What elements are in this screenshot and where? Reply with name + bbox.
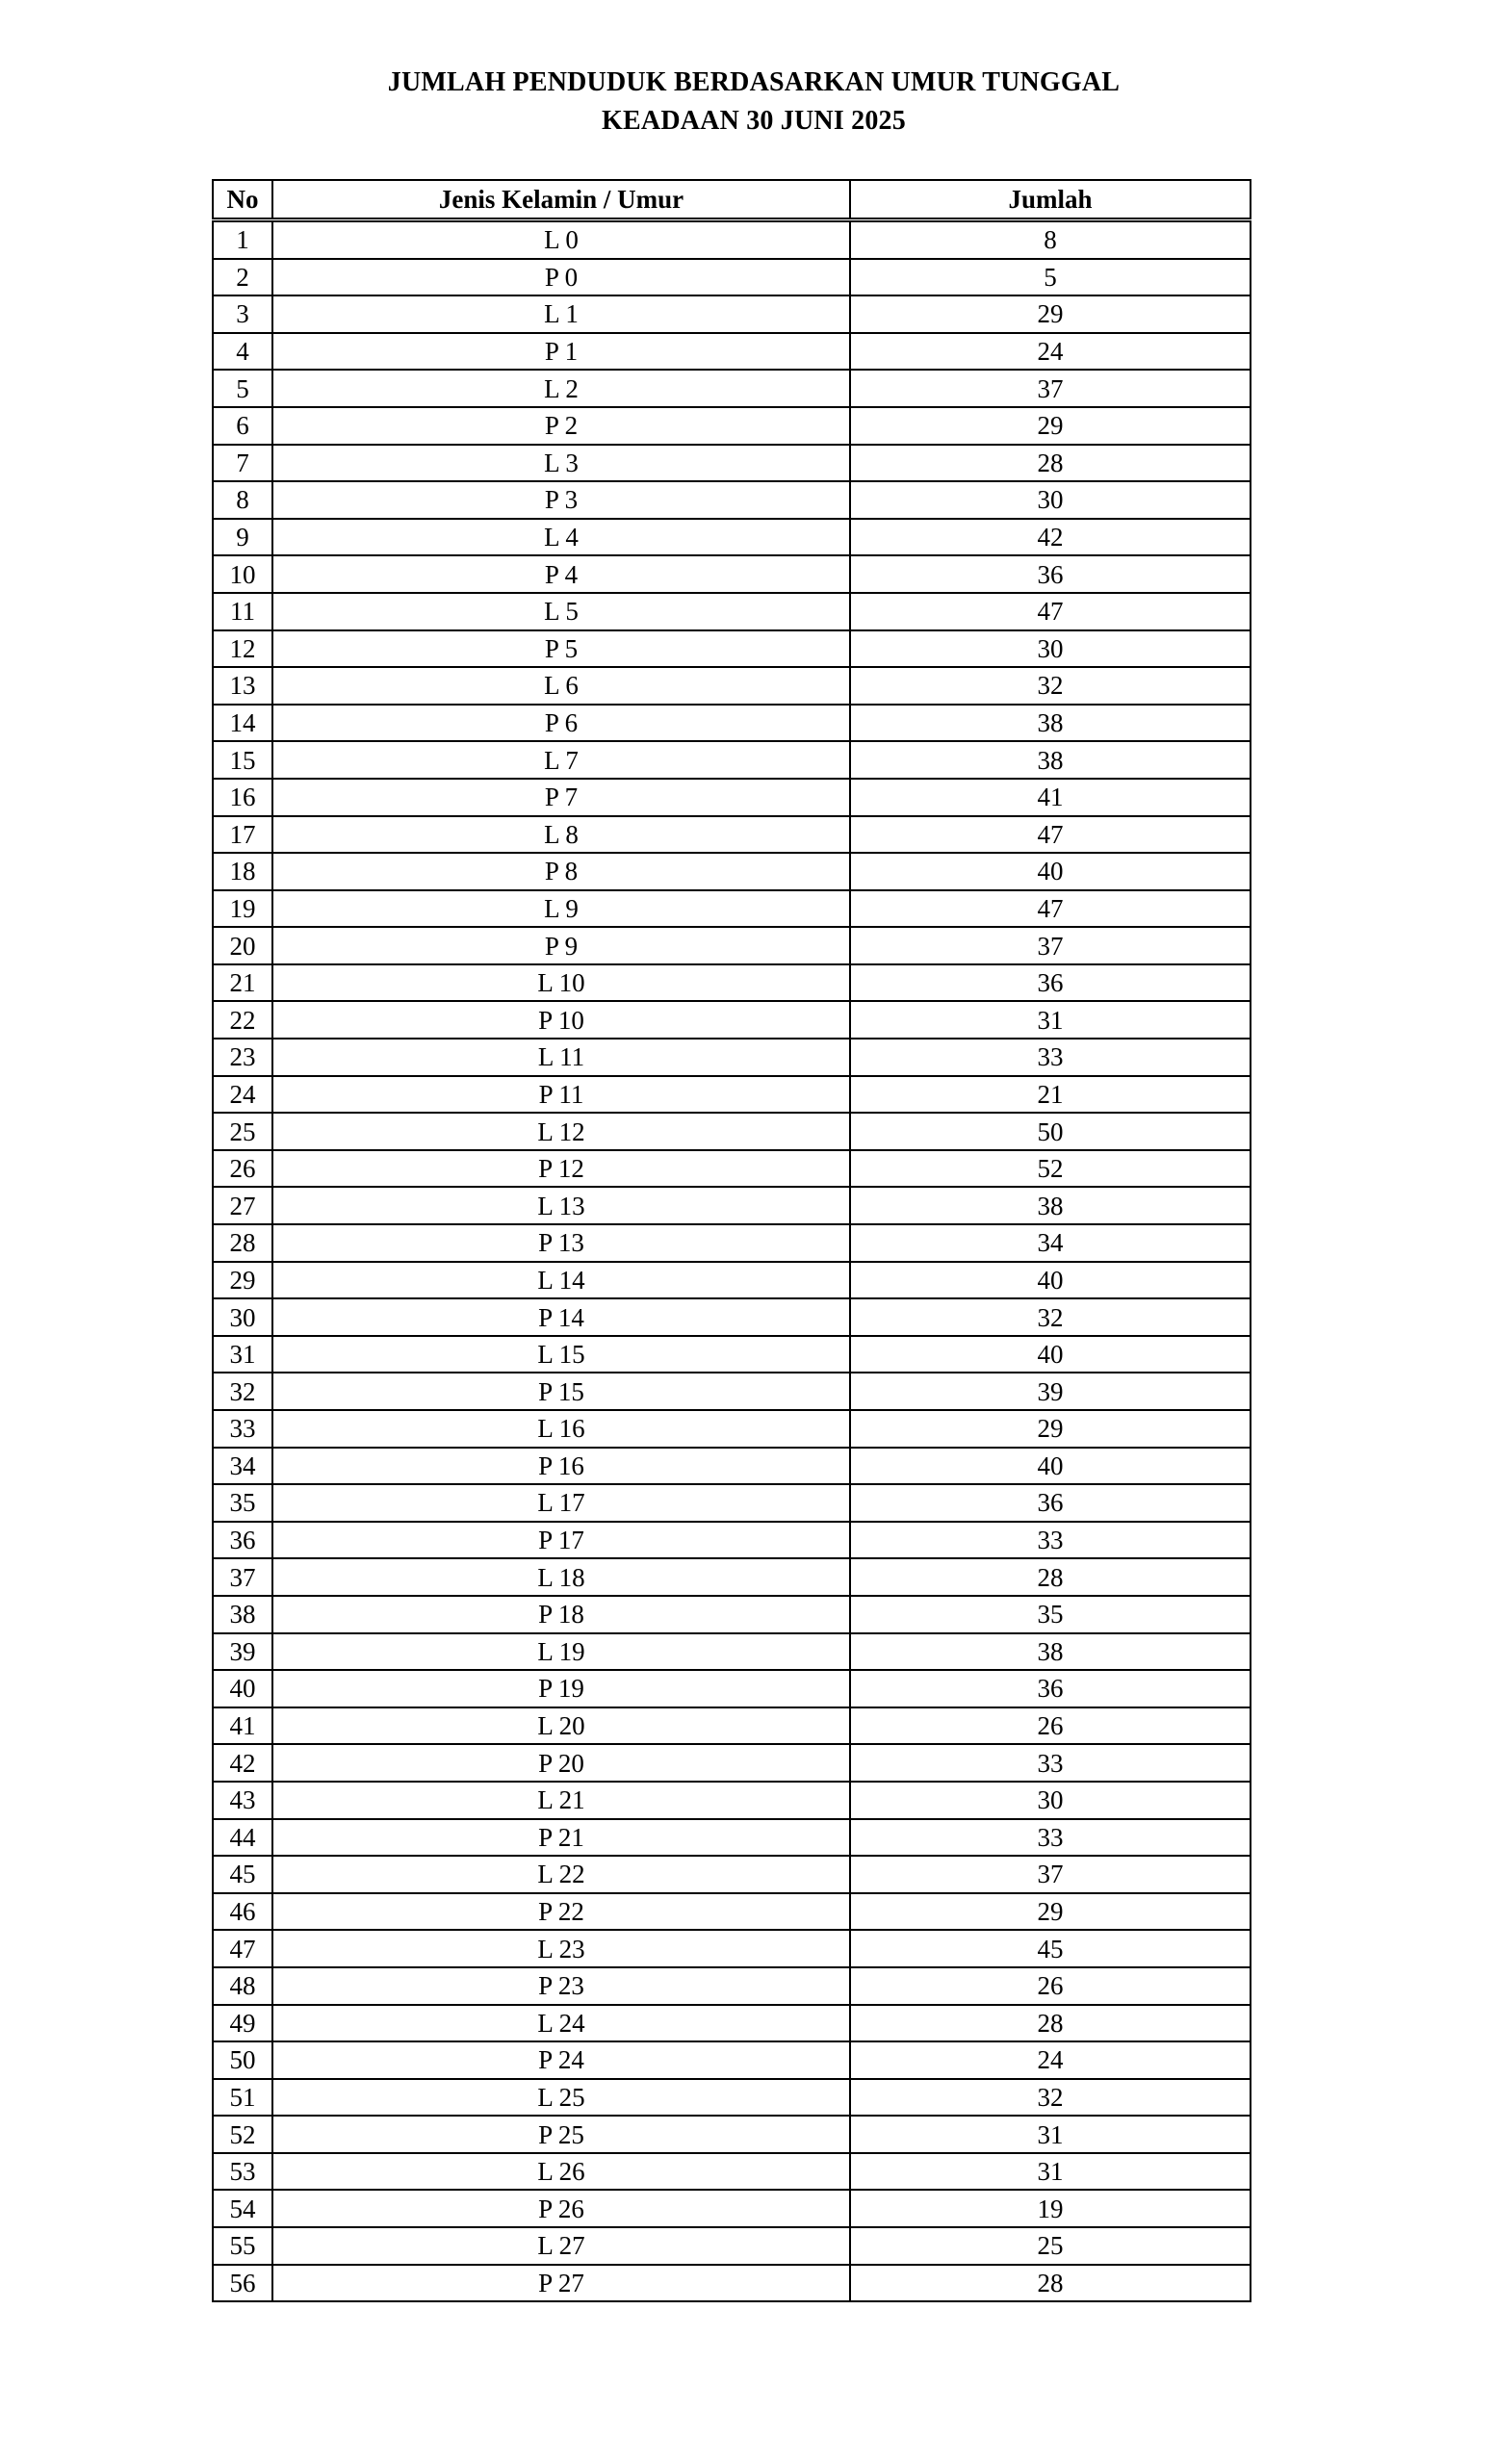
cell-no: 36: [213, 1522, 272, 1559]
table-row: [213, 2153, 1251, 2191]
cell-jumlah: 38: [850, 741, 1251, 779]
cell-jenis-kelamin-umur: P 26: [272, 2190, 850, 2227]
cell-jenis-kelamin-umur: P 1: [272, 333, 850, 371]
cell-jumlah: 24: [850, 2041, 1251, 2079]
cell-jumlah: 30: [850, 630, 1251, 668]
cell-jumlah: 21: [850, 1076, 1251, 1114]
cell-jenis-kelamin-umur: P 14: [272, 1298, 850, 1336]
table-row: [213, 1819, 1251, 1857]
table-row: [213, 333, 1251, 371]
table-row: [213, 2265, 1251, 2302]
cell-jumlah: 28: [850, 2265, 1251, 2302]
cell-jumlah: 37: [850, 1856, 1251, 1893]
table-row: [213, 1967, 1251, 2005]
cell-jumlah: 37: [850, 927, 1251, 964]
table-header-row: [213, 180, 1251, 220]
cell-no: 25: [213, 1113, 272, 1150]
cell-jumlah: 36: [850, 964, 1251, 1002]
cell-no: 18: [213, 853, 272, 890]
cell-no: 35: [213, 1484, 272, 1522]
table-row: [213, 1298, 1251, 1336]
cell-no: 55: [213, 2227, 272, 2265]
cell-jenis-kelamin-umur: L 27: [272, 2227, 850, 2265]
cell-jenis-kelamin-umur: P 5: [272, 630, 850, 668]
cell-jenis-kelamin-umur: L 2: [272, 370, 850, 407]
cell-jenis-kelamin-umur: L 23: [272, 1930, 850, 1967]
table-row: [213, 1893, 1251, 1931]
table-row: [213, 1670, 1251, 1707]
cell-jumlah: 29: [850, 295, 1251, 333]
cell-jumlah: 38: [850, 705, 1251, 742]
cell-jenis-kelamin-umur: L 12: [272, 1113, 850, 1150]
table-row: [213, 1522, 1251, 1559]
cell-no: 54: [213, 2190, 272, 2227]
cell-no: 4: [213, 333, 272, 371]
cell-jenis-kelamin-umur: L 6: [272, 667, 850, 705]
cell-jumlah: 24: [850, 333, 1251, 371]
cell-no: 39: [213, 1633, 272, 1671]
table-row: [213, 630, 1251, 668]
table-row: [213, 407, 1251, 445]
cell-no: 19: [213, 890, 272, 928]
table-row: [213, 519, 1251, 556]
cell-jumlah: 31: [850, 2116, 1251, 2153]
cell-jenis-kelamin-umur: L 21: [272, 1782, 850, 1819]
cell-jenis-kelamin-umur: L 24: [272, 2005, 850, 2042]
cell-jenis-kelamin-umur: P 11: [272, 1076, 850, 1114]
cell-no: 53: [213, 2153, 272, 2191]
cell-no: 7: [213, 445, 272, 482]
cell-jumlah: 29: [850, 1893, 1251, 1931]
cell-jenis-kelamin-umur: L 14: [272, 1262, 850, 1299]
header-jenis-kelamin-umur: Jenis Kelamin / Umur: [272, 180, 850, 220]
cell-jumlah: 19: [850, 2190, 1251, 2227]
cell-no: 47: [213, 1930, 272, 1967]
cell-no: 32: [213, 1373, 272, 1410]
table-row: [213, 2079, 1251, 2117]
cell-jumlah: 29: [850, 407, 1251, 445]
cell-jumlah: 40: [850, 1336, 1251, 1373]
cell-jenis-kelamin-umur: L 5: [272, 593, 850, 630]
table-row: [213, 1744, 1251, 1782]
cell-jenis-kelamin-umur: P 22: [272, 1893, 850, 1931]
table-row: [213, 667, 1251, 705]
cell-jenis-kelamin-umur: L 4: [272, 519, 850, 556]
cell-jenis-kelamin-umur: P 15: [272, 1373, 850, 1410]
table-row: [213, 259, 1251, 296]
table-row: [213, 1336, 1251, 1373]
table-row: [213, 2190, 1251, 2227]
cell-jumlah: 45: [850, 1930, 1251, 1967]
cell-jenis-kelamin-umur: L 15: [272, 1336, 850, 1373]
cell-jumlah: 42: [850, 519, 1251, 556]
table-row: [213, 1558, 1251, 1596]
cell-no: 29: [213, 1262, 272, 1299]
table-row: [213, 1633, 1251, 1671]
table-row: [213, 1150, 1251, 1188]
table-row: [213, 1484, 1251, 1522]
cell-jumlah: 34: [850, 1224, 1251, 1262]
cell-jenis-kelamin-umur: P 7: [272, 779, 850, 816]
cell-no: 42: [213, 1744, 272, 1782]
cell-jumlah: 33: [850, 1522, 1251, 1559]
cell-jenis-kelamin-umur: P 8: [272, 853, 850, 890]
cell-no: 22: [213, 1001, 272, 1039]
cell-no: 20: [213, 927, 272, 964]
cell-jumlah: 32: [850, 667, 1251, 705]
cell-no: 56: [213, 2265, 272, 2302]
table-row: [213, 741, 1251, 779]
population-table: [212, 179, 1251, 2302]
table-row: [213, 1224, 1251, 1262]
cell-jumlah: 50: [850, 1113, 1251, 1150]
table-body: [213, 220, 1251, 2302]
cell-jumlah: 33: [850, 1744, 1251, 1782]
cell-jumlah: 31: [850, 2153, 1251, 2191]
cell-no: 13: [213, 667, 272, 705]
table-row: [213, 2116, 1251, 2153]
cell-no: 12: [213, 630, 272, 668]
table-row: [213, 1596, 1251, 1633]
cell-jenis-kelamin-umur: L 26: [272, 2153, 850, 2191]
cell-no: 27: [213, 1187, 272, 1224]
cell-jenis-kelamin-umur: L 20: [272, 1707, 850, 1745]
cell-no: 37: [213, 1558, 272, 1596]
cell-jenis-kelamin-umur: P 27: [272, 2265, 850, 2302]
table-row: [213, 1707, 1251, 1745]
cell-jumlah: 5: [850, 259, 1251, 296]
cell-no: 52: [213, 2116, 272, 2153]
cell-jumlah: 32: [850, 2079, 1251, 2117]
table-row: [213, 1039, 1251, 1076]
cell-jumlah: 36: [850, 555, 1251, 593]
cell-no: 50: [213, 2041, 272, 2079]
cell-no: 21: [213, 964, 272, 1002]
cell-jumlah: 36: [850, 1484, 1251, 1522]
cell-jenis-kelamin-umur: L 17: [272, 1484, 850, 1522]
cell-jumlah: 40: [850, 1448, 1251, 1485]
cell-no: 9: [213, 519, 272, 556]
cell-jenis-kelamin-umur: L 11: [272, 1039, 850, 1076]
cell-no: 46: [213, 1893, 272, 1931]
cell-no: 31: [213, 1336, 272, 1373]
cell-jumlah: 28: [850, 2005, 1251, 2042]
cell-no: 23: [213, 1039, 272, 1076]
cell-jenis-kelamin-umur: P 21: [272, 1819, 850, 1857]
cell-jenis-kelamin-umur: P 0: [272, 259, 850, 296]
cell-no: 3: [213, 295, 272, 333]
cell-jenis-kelamin-umur: L 16: [272, 1410, 850, 1448]
cell-jumlah: 28: [850, 445, 1251, 482]
cell-jumlah: 29: [850, 1410, 1251, 1448]
cell-jumlah: 52: [850, 1150, 1251, 1188]
cell-no: 49: [213, 2005, 272, 2042]
cell-no: 34: [213, 1448, 272, 1485]
cell-jenis-kelamin-umur: P 6: [272, 705, 850, 742]
cell-no: 30: [213, 1298, 272, 1336]
table-row: [213, 927, 1251, 964]
cell-no: 40: [213, 1670, 272, 1707]
cell-no: 44: [213, 1819, 272, 1857]
table-row: [213, 555, 1251, 593]
cell-jumlah: 33: [850, 1819, 1251, 1857]
table-row: [213, 1782, 1251, 1819]
cell-no: 48: [213, 1967, 272, 2005]
cell-no: 26: [213, 1150, 272, 1188]
cell-jenis-kelamin-umur: L 7: [272, 741, 850, 779]
cell-jenis-kelamin-umur: P 23: [272, 1967, 850, 2005]
cell-no: 38: [213, 1596, 272, 1633]
header-jumlah: Jumlah: [850, 180, 1251, 220]
table-row: [213, 1187, 1251, 1224]
table-row: [213, 705, 1251, 742]
cell-jenis-kelamin-umur: L 1: [272, 295, 850, 333]
cell-no: 24: [213, 1076, 272, 1114]
table-row: [213, 853, 1251, 890]
cell-no: 17: [213, 816, 272, 854]
cell-jenis-kelamin-umur: L 19: [272, 1633, 850, 1671]
table-row: [213, 1373, 1251, 1410]
cell-jenis-kelamin-umur: L 22: [272, 1856, 850, 1893]
cell-jenis-kelamin-umur: L 3: [272, 445, 850, 482]
table-row: [213, 816, 1251, 854]
cell-no: 11: [213, 593, 272, 630]
cell-jumlah: 35: [850, 1596, 1251, 1633]
cell-jumlah: 39: [850, 1373, 1251, 1410]
table-row: [213, 890, 1251, 928]
table-row: [213, 295, 1251, 333]
table-row: [213, 1001, 1251, 1039]
cell-jenis-kelamin-umur: L 8: [272, 816, 850, 854]
table-row: [213, 1076, 1251, 1114]
cell-jumlah: 8: [850, 220, 1251, 259]
cell-jumlah: 28: [850, 1558, 1251, 1596]
cell-jenis-kelamin-umur: P 24: [272, 2041, 850, 2079]
cell-jumlah: 25: [850, 2227, 1251, 2265]
cell-jumlah: 32: [850, 1298, 1251, 1336]
cell-jenis-kelamin-umur: L 10: [272, 964, 850, 1002]
cell-no: 5: [213, 370, 272, 407]
table-row: [213, 370, 1251, 407]
cell-jumlah: 38: [850, 1633, 1251, 1671]
cell-jenis-kelamin-umur: L 18: [272, 1558, 850, 1596]
cell-no: 43: [213, 1782, 272, 1819]
table-row: [213, 2005, 1251, 2042]
cell-jumlah: 40: [850, 853, 1251, 890]
cell-no: 41: [213, 1707, 272, 1745]
cell-jumlah: 30: [850, 1782, 1251, 1819]
cell-no: 15: [213, 741, 272, 779]
cell-jenis-kelamin-umur: P 19: [272, 1670, 850, 1707]
cell-jumlah: 26: [850, 1967, 1251, 2005]
table-row: [213, 1262, 1251, 1299]
cell-no: 33: [213, 1410, 272, 1448]
cell-no: 2: [213, 259, 272, 296]
cell-no: 6: [213, 407, 272, 445]
cell-jenis-kelamin-umur: P 2: [272, 407, 850, 445]
cell-jumlah: 33: [850, 1039, 1251, 1076]
cell-jenis-kelamin-umur: P 20: [272, 1744, 850, 1782]
cell-jenis-kelamin-umur: L 13: [272, 1187, 850, 1224]
cell-jenis-kelamin-umur: P 17: [272, 1522, 850, 1559]
cell-jenis-kelamin-umur: P 13: [272, 1224, 850, 1262]
cell-jumlah: 26: [850, 1707, 1251, 1745]
cell-no: 28: [213, 1224, 272, 1262]
cell-jenis-kelamin-umur: L 0: [272, 220, 850, 259]
header-no: No: [213, 180, 272, 220]
cell-no: 16: [213, 779, 272, 816]
table-row: [213, 2227, 1251, 2265]
cell-no: 1: [213, 220, 272, 259]
document-title: JUMLAH PENDUDUK BERDASARKAN UMUR TUNGGAL: [387, 67, 1121, 97]
cell-jenis-kelamin-umur: P 3: [272, 481, 850, 519]
table-row: [213, 2041, 1251, 2079]
table-row: [213, 964, 1251, 1002]
cell-jumlah: 47: [850, 816, 1251, 854]
cell-jumlah: 40: [850, 1262, 1251, 1299]
cell-jenis-kelamin-umur: P 4: [272, 555, 850, 593]
cell-jumlah: 30: [850, 481, 1251, 519]
cell-jenis-kelamin-umur: L 25: [272, 2079, 850, 2117]
cell-jenis-kelamin-umur: P 12: [272, 1150, 850, 1188]
table-row: [213, 779, 1251, 816]
cell-jenis-kelamin-umur: P 18: [272, 1596, 850, 1633]
table-row: [213, 1930, 1251, 1967]
table-row: [213, 445, 1251, 482]
table-row: [213, 220, 1251, 259]
table-row: [213, 1410, 1251, 1448]
cell-no: 10: [213, 555, 272, 593]
table-row: [213, 481, 1251, 519]
cell-no: 45: [213, 1856, 272, 1893]
table-row: [213, 593, 1251, 630]
table-row: [213, 1856, 1251, 1893]
cell-jumlah: 36: [850, 1670, 1251, 1707]
cell-jenis-kelamin-umur: P 16: [272, 1448, 850, 1485]
cell-no: 51: [213, 2079, 272, 2117]
cell-jumlah: 47: [850, 890, 1251, 928]
cell-jenis-kelamin-umur: L 9: [272, 890, 850, 928]
cell-jumlah: 47: [850, 593, 1251, 630]
cell-jumlah: 38: [850, 1187, 1251, 1224]
cell-jumlah: 37: [850, 370, 1251, 407]
cell-jumlah: 41: [850, 779, 1251, 816]
cell-jenis-kelamin-umur: P 9: [272, 927, 850, 964]
cell-no: 8: [213, 481, 272, 519]
cell-jumlah: 31: [850, 1001, 1251, 1039]
table-row: [213, 1448, 1251, 1485]
cell-no: 14: [213, 705, 272, 742]
table-row: [213, 1113, 1251, 1150]
cell-jenis-kelamin-umur: P 10: [272, 1001, 850, 1039]
document-subtitle: KEADAAN 30 JUNI 2025: [602, 106, 906, 136]
cell-jenis-kelamin-umur: P 25: [272, 2116, 850, 2153]
